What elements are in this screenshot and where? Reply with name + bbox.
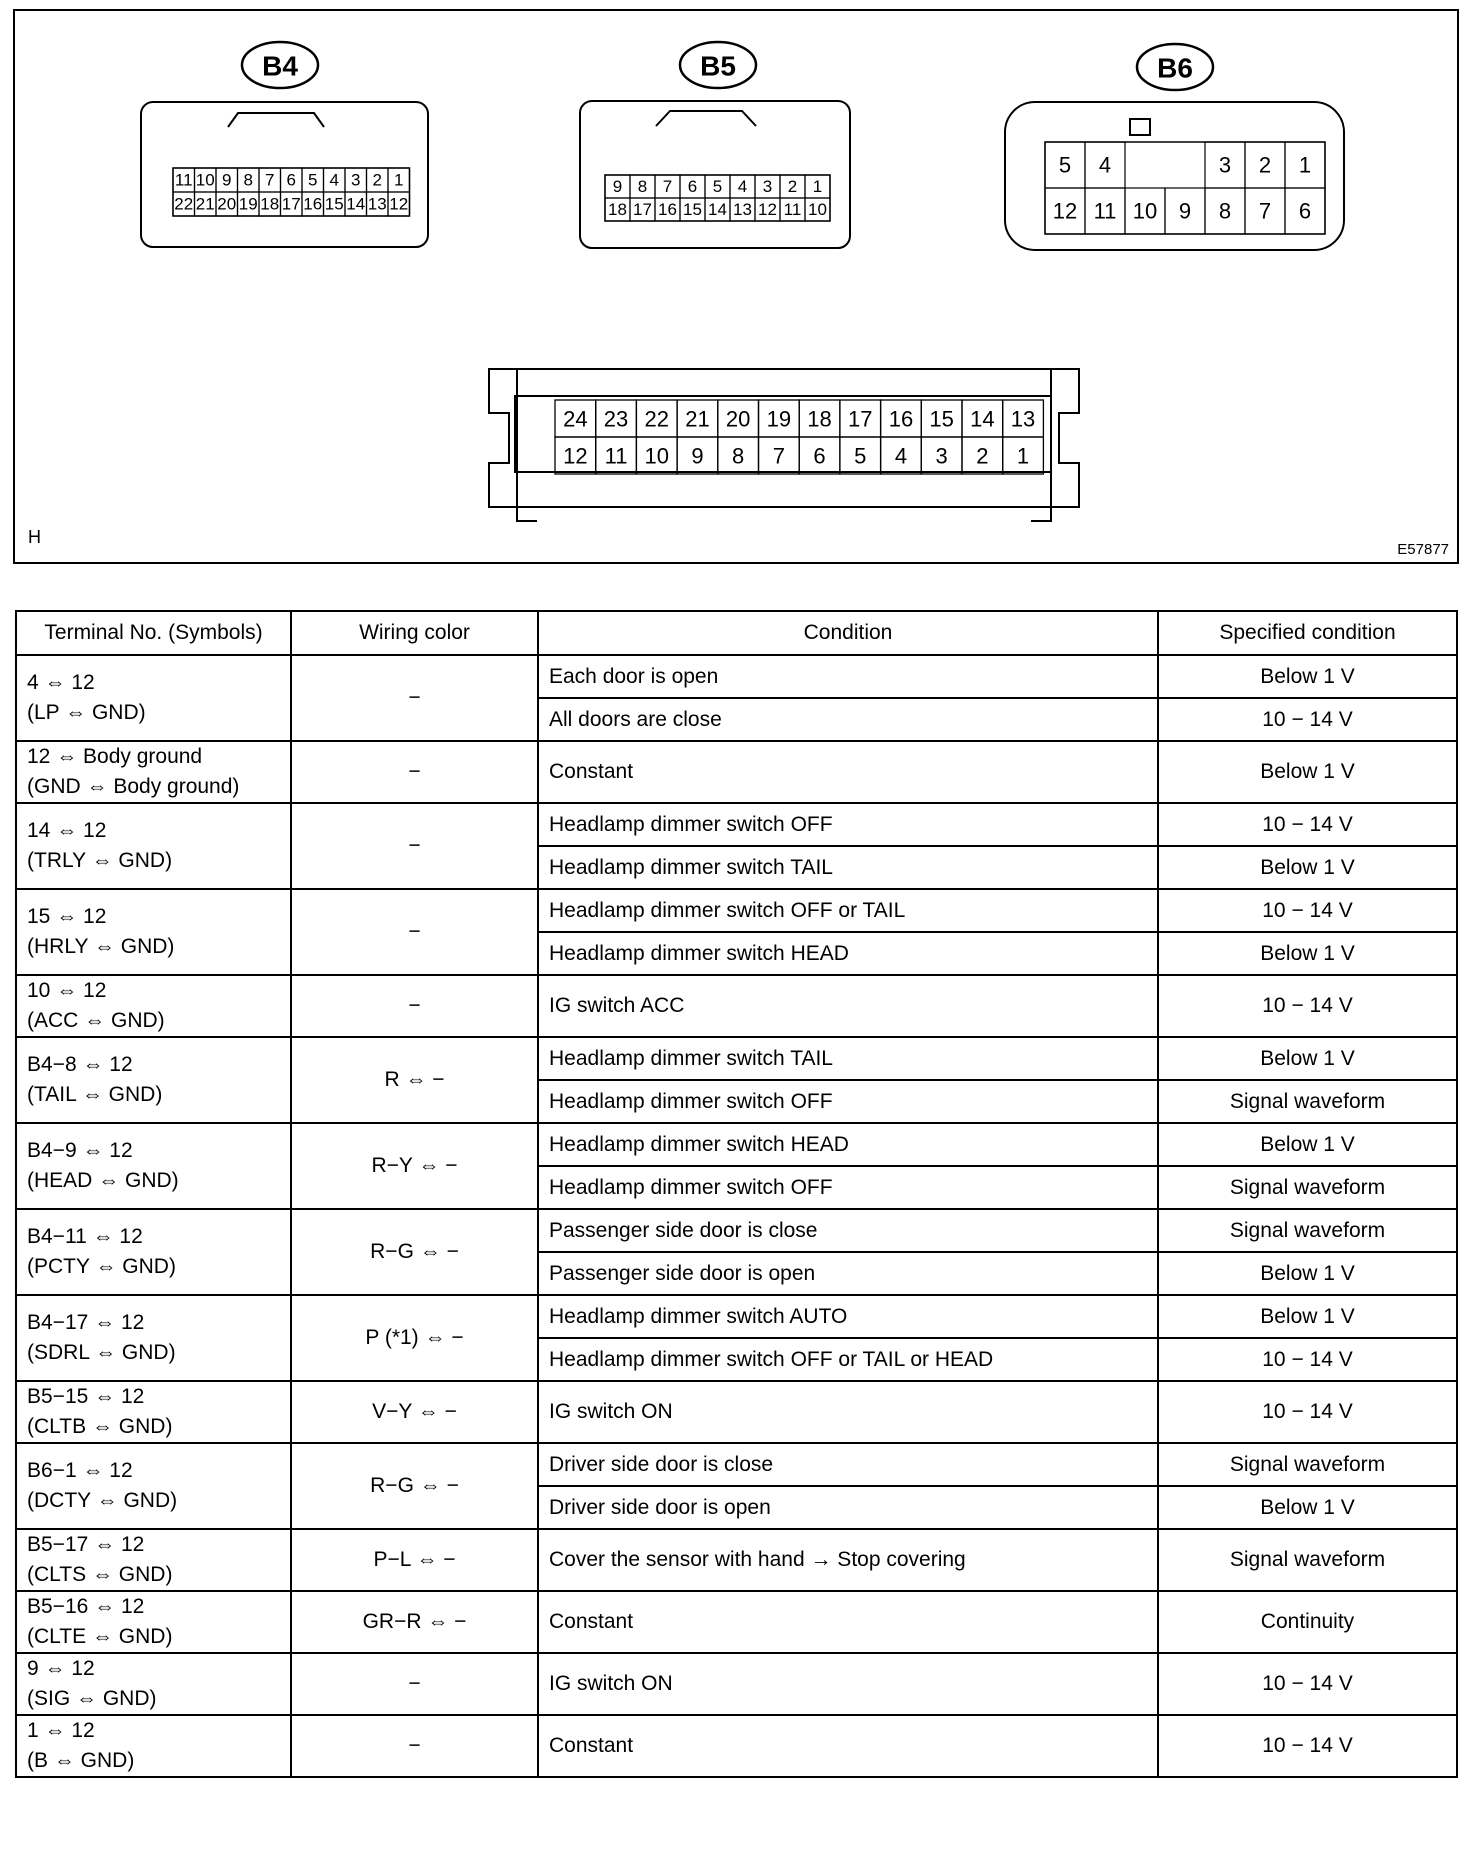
condition-cell: Constant bbox=[538, 1715, 1158, 1777]
terminal-symbols: (DCTY ⇔ GND) bbox=[27, 1489, 178, 1512]
pin-number: 2 bbox=[787, 177, 798, 196]
specified-condition-cell: Signal waveform bbox=[1158, 1529, 1457, 1591]
pin-number: 12 bbox=[563, 443, 588, 469]
terminal-cell bbox=[16, 1037, 291, 1123]
pin-number: 15 bbox=[929, 406, 954, 432]
terminal-cell bbox=[16, 889, 291, 975]
terminal-cell bbox=[16, 1381, 291, 1443]
pin-number: 20 bbox=[217, 194, 237, 214]
latch-b6 bbox=[1130, 119, 1150, 135]
pin-number: 3 bbox=[762, 177, 773, 196]
pin-number: 1 bbox=[1016, 443, 1030, 469]
specified-condition-cell: Signal waveform bbox=[1158, 1166, 1457, 1209]
pin-number: 4 bbox=[329, 170, 339, 190]
pin-number: 6 bbox=[286, 170, 296, 190]
terminal-symbols: (HEAD ⇔ GND) bbox=[27, 1169, 179, 1192]
specified-condition-cell: Signal waveform bbox=[1158, 1443, 1457, 1486]
condition-cell: Each door is open bbox=[538, 655, 1158, 698]
pin-number: 3 bbox=[1218, 152, 1232, 178]
pin-number: 6 bbox=[687, 177, 698, 196]
pin-number: 22 bbox=[174, 194, 194, 214]
table-row bbox=[16, 1209, 1457, 1252]
pin-number: 16 bbox=[303, 194, 323, 214]
specified-condition-cell: Continuity bbox=[1158, 1591, 1457, 1653]
specified-condition-cell: Below 1 V bbox=[1158, 655, 1457, 698]
terminal-cell bbox=[16, 1591, 291, 1653]
terminal-number: 12 ⇔ Body ground bbox=[27, 745, 203, 768]
pin-number: 8 bbox=[243, 170, 253, 190]
pin-number: 13 bbox=[1010, 406, 1036, 432]
pin-number: 2 bbox=[1258, 152, 1272, 178]
pin-number: 4 bbox=[894, 443, 908, 469]
connector-drawing bbox=[15, 11, 1461, 566]
specified-condition-cell: Below 1 V bbox=[1158, 741, 1457, 803]
ecu-connector-housing bbox=[489, 369, 1079, 507]
condition-cell: Cover the sensor with hand → Stop covering bbox=[538, 1529, 1158, 1591]
pin-number: 4 bbox=[1098, 152, 1112, 178]
terminal-number: B4−17 ⇔ 12 bbox=[27, 1311, 145, 1334]
terminal-cell bbox=[16, 1123, 291, 1209]
pin-number: 5 bbox=[1058, 152, 1072, 178]
condition-cell: Headlamp dimmer switch AUTO bbox=[538, 1295, 1158, 1338]
condition-cell: Constant bbox=[538, 1591, 1158, 1653]
pin-number: 7 bbox=[772, 443, 785, 469]
terminal-cell bbox=[16, 975, 291, 1037]
pin-number: 10 bbox=[644, 443, 669, 469]
pin-number: 14 bbox=[970, 406, 995, 432]
pin-number: 13 bbox=[367, 194, 387, 214]
table-row bbox=[16, 741, 1457, 803]
wiring-color-cell: V−Y ⇔ − bbox=[291, 1381, 538, 1443]
specified-condition-cell: 10 − 14 V bbox=[1158, 889, 1457, 932]
terminal-symbols: (ACC ⇔ GND) bbox=[27, 1009, 165, 1032]
latch-b4 bbox=[228, 113, 324, 127]
terminal-cell bbox=[16, 1715, 291, 1777]
wiring-color-cell: R−Y ⇔ − bbox=[291, 1123, 538, 1209]
terminal-cell bbox=[16, 1653, 291, 1715]
pin-number: 6 bbox=[813, 443, 826, 469]
wiring-color-cell: R−G ⇔ − bbox=[291, 1443, 538, 1529]
header-terminal: Terminal No. (Symbols) bbox=[16, 611, 291, 655]
table-row bbox=[16, 1123, 1457, 1166]
pin-number: 10 bbox=[1132, 198, 1158, 224]
pin-number: 7 bbox=[1258, 198, 1272, 224]
condition-cell: Headlamp dimmer switch TAIL bbox=[538, 1037, 1158, 1080]
wiring-color-cell: P−L ⇔ − bbox=[291, 1529, 538, 1591]
connector-label: B5 bbox=[700, 50, 736, 82]
table-row bbox=[16, 803, 1457, 846]
terminal-symbols: (PCTY ⇔ GND) bbox=[27, 1255, 176, 1278]
connector-label: B4 bbox=[262, 50, 298, 82]
specified-condition-cell: 10 − 14 V bbox=[1158, 1653, 1457, 1715]
pin-number: 11 bbox=[174, 170, 193, 190]
specified-condition-cell: Below 1 V bbox=[1158, 1486, 1457, 1529]
wiring-color-cell: − bbox=[291, 889, 538, 975]
terminal-number: B6−1 ⇔ 12 bbox=[27, 1459, 133, 1482]
pin-number: 1 bbox=[1298, 152, 1312, 178]
terminal-cell bbox=[16, 741, 291, 803]
table-row bbox=[16, 889, 1457, 932]
terminal-number: B5−16 ⇔ 12 bbox=[27, 1595, 145, 1618]
table-row bbox=[16, 1443, 1457, 1486]
condition-cell: Headlamp dimmer switch OFF bbox=[538, 1166, 1158, 1209]
table-row bbox=[16, 1295, 1457, 1338]
pin-number: 14 bbox=[708, 200, 727, 219]
connector-label: B6 bbox=[1157, 52, 1193, 84]
pin-number: 3 bbox=[935, 443, 948, 469]
terminal-symbols: (CLTB ⇔ GND) bbox=[27, 1415, 173, 1438]
wiring-color-cell: P (*1) ⇔ − bbox=[291, 1295, 538, 1381]
specified-condition-cell: Below 1 V bbox=[1158, 1252, 1457, 1295]
pin-number: 8 bbox=[637, 177, 648, 196]
terminal-symbols: (TAIL ⇔ GND) bbox=[27, 1083, 163, 1106]
condition-cell: Headlamp dimmer switch OFF bbox=[538, 803, 1158, 846]
pin-number: 18 bbox=[260, 194, 280, 214]
pin-number: 14 bbox=[346, 194, 366, 214]
figure-code: E57877 bbox=[1397, 541, 1449, 558]
table-row bbox=[16, 1591, 1457, 1653]
terminal-number: B5−17 ⇔ 12 bbox=[27, 1533, 145, 1556]
pin-number: 9 bbox=[222, 170, 232, 190]
terminal-spec-table bbox=[15, 610, 1458, 1778]
specified-condition-cell: 10 − 14 V bbox=[1158, 803, 1457, 846]
terminal-number: 10 ⇔ 12 bbox=[27, 979, 107, 1002]
pin-number: 2 bbox=[372, 170, 382, 190]
pin-number: 9 bbox=[612, 177, 623, 196]
header-specified-condition: Specified condition bbox=[1158, 611, 1457, 655]
condition-cell: Headlamp dimmer switch OFF bbox=[538, 1080, 1158, 1123]
pin-number: 8 bbox=[1218, 198, 1232, 224]
pin-number: 16 bbox=[658, 200, 677, 219]
table-row bbox=[16, 1381, 1457, 1443]
pin-number: 11 bbox=[604, 443, 628, 469]
specified-condition-cell: Signal waveform bbox=[1158, 1209, 1457, 1252]
terminal-number: B4−8 ⇔ 12 bbox=[27, 1053, 133, 1076]
terminal-number: 4 ⇔ 12 bbox=[27, 671, 95, 694]
terminal-symbols: (HRLY ⇔ GND) bbox=[27, 935, 175, 958]
pin-number: 17 bbox=[848, 406, 873, 432]
pin-number: 18 bbox=[807, 406, 832, 432]
wiring-color-cell: R−G ⇔ − bbox=[291, 1209, 538, 1295]
condition-cell: IG switch ON bbox=[538, 1381, 1158, 1443]
pin-number: 23 bbox=[603, 406, 629, 432]
wiring-color-cell: − bbox=[291, 803, 538, 889]
pin-number: 10 bbox=[808, 200, 827, 219]
terminal-cell bbox=[16, 1295, 291, 1381]
connector-housing-b6 bbox=[1005, 102, 1344, 250]
terminal-number: B5−15 ⇔ 12 bbox=[27, 1385, 145, 1408]
wiring-color-cell: − bbox=[291, 1653, 538, 1715]
pin-number: 19 bbox=[766, 406, 792, 432]
table-row bbox=[16, 1715, 1457, 1777]
table-row bbox=[16, 975, 1457, 1037]
terminal-number: 14 ⇔ 12 bbox=[27, 819, 107, 842]
connector-diagram bbox=[13, 9, 1459, 564]
pin-number: 4 bbox=[737, 177, 748, 196]
wiring-color-cell: R ⇔ − bbox=[291, 1037, 538, 1123]
terminal-number: B4−11 ⇔ 12 bbox=[27, 1225, 143, 1248]
pin-number: 21 bbox=[195, 194, 215, 214]
pin-number: 7 bbox=[662, 177, 673, 196]
specified-condition-cell: Below 1 V bbox=[1158, 1037, 1457, 1080]
condition-cell: Headlamp dimmer switch HEAD bbox=[538, 1123, 1158, 1166]
diagram-corner-label: H bbox=[28, 527, 41, 547]
pin-number: 3 bbox=[351, 170, 361, 190]
pin-number: 8 bbox=[732, 443, 745, 469]
wiring-color-cell: − bbox=[291, 1715, 538, 1777]
pin-number: 7 bbox=[265, 170, 275, 190]
condition-cell: Driver side door is close bbox=[538, 1443, 1158, 1486]
pin-number: 2 bbox=[976, 443, 989, 469]
pin-number: 17 bbox=[633, 200, 652, 219]
specified-condition-cell: Below 1 V bbox=[1158, 846, 1457, 889]
pin-number: 21 bbox=[685, 406, 710, 432]
terminal-number: 1 ⇔ 12 bbox=[27, 1719, 95, 1742]
condition-cell: Driver side door is open bbox=[538, 1486, 1158, 1529]
specified-condition-cell: 10 − 14 V bbox=[1158, 698, 1457, 741]
pin-number: 20 bbox=[725, 406, 751, 432]
condition-cell: All doors are close bbox=[538, 698, 1158, 741]
terminal-number: B4−9 ⇔ 12 bbox=[27, 1139, 133, 1162]
pin-number: 11 bbox=[783, 200, 802, 219]
condition-cell: IG switch ON bbox=[538, 1653, 1158, 1715]
specified-condition-cell: Below 1 V bbox=[1158, 1295, 1457, 1338]
pin-number: 12 bbox=[1052, 198, 1078, 224]
condition-cell: Passenger side door is close bbox=[538, 1209, 1158, 1252]
pin-number: 16 bbox=[888, 406, 914, 432]
terminal-number: 15 ⇔ 12 bbox=[27, 905, 107, 928]
specified-condition-cell: Signal waveform bbox=[1158, 1080, 1457, 1123]
pin-number: 24 bbox=[563, 406, 588, 432]
pin-number: 6 bbox=[1298, 198, 1312, 224]
wiring-color-cell: − bbox=[291, 975, 538, 1037]
pin-number: 1 bbox=[812, 177, 823, 196]
condition-cell: Headlamp dimmer switch HEAD bbox=[538, 932, 1158, 975]
terminal-cell bbox=[16, 1443, 291, 1529]
pin-number: 15 bbox=[683, 200, 702, 219]
terminal-symbols: (SDRL ⇔ GND) bbox=[27, 1341, 176, 1364]
pin-number: 19 bbox=[238, 194, 258, 214]
pin-number: 15 bbox=[324, 194, 344, 214]
table-header-row bbox=[16, 611, 1457, 655]
pin-number: 1 bbox=[394, 170, 404, 190]
pin-number: 12 bbox=[389, 194, 409, 214]
header-wiring-color: Wiring color bbox=[291, 611, 538, 655]
pin-number: 5 bbox=[854, 443, 867, 469]
table-row bbox=[16, 1037, 1457, 1080]
terminal-symbols: (CLTE ⇔ GND) bbox=[27, 1625, 173, 1648]
pin-number: 18 bbox=[608, 200, 627, 219]
specified-condition-cell: Below 1 V bbox=[1158, 932, 1457, 975]
condition-cell: Headlamp dimmer switch OFF or TAIL bbox=[538, 889, 1158, 932]
terminal-symbols: (GND ⇔ Body ground) bbox=[27, 775, 240, 798]
terminal-cell bbox=[16, 655, 291, 741]
condition-cell: Constant bbox=[538, 741, 1158, 803]
terminal-cell bbox=[16, 1209, 291, 1295]
specified-condition-cell: Below 1 V bbox=[1158, 1123, 1457, 1166]
pin-number: 12 bbox=[758, 200, 777, 219]
specified-condition-cell: 10 − 14 V bbox=[1158, 1715, 1457, 1777]
table-row bbox=[16, 655, 1457, 698]
terminal-number: 9 ⇔ 12 bbox=[27, 1657, 95, 1680]
pin-number: 13 bbox=[733, 200, 752, 219]
specified-condition-cell: 10 − 14 V bbox=[1158, 1381, 1457, 1443]
terminal-symbols: (LP ⇔ GND) bbox=[27, 701, 146, 724]
condition-cell: Headlamp dimmer switch OFF or TAIL or HEAD bbox=[538, 1338, 1158, 1381]
terminal-symbols: (TRLY ⇔ GND) bbox=[27, 849, 173, 872]
condition-cell: Passenger side door is open bbox=[538, 1252, 1158, 1295]
terminal-cell bbox=[16, 803, 291, 889]
pin-number: 22 bbox=[644, 406, 669, 432]
pin-number: 5 bbox=[712, 177, 723, 196]
pin-number: 9 bbox=[1178, 198, 1192, 224]
terminal-symbols: (CLTS ⇔ GND) bbox=[27, 1563, 173, 1586]
condition-cell: Headlamp dimmer switch TAIL bbox=[538, 846, 1158, 889]
pin-number: 11 bbox=[1093, 198, 1117, 224]
table-row bbox=[16, 1653, 1457, 1715]
wiring-color-cell: − bbox=[291, 741, 538, 803]
pin-number: 5 bbox=[308, 170, 318, 190]
specified-condition-cell: 10 − 14 V bbox=[1158, 975, 1457, 1037]
terminal-symbols: (SIG ⇔ GND) bbox=[27, 1687, 157, 1710]
latch-b5 bbox=[656, 111, 756, 126]
terminal-symbols: (B ⇔ GND) bbox=[27, 1749, 135, 1772]
pin-number: 9 bbox=[691, 443, 704, 469]
terminal-cell bbox=[16, 1529, 291, 1591]
header-condition: Condition bbox=[538, 611, 1158, 655]
pin-number: 17 bbox=[281, 194, 301, 214]
condition-cell: IG switch ACC bbox=[538, 975, 1158, 1037]
wiring-color-cell: − bbox=[291, 655, 538, 741]
wiring-color-cell: GR−R ⇔ − bbox=[291, 1591, 538, 1653]
specified-condition-cell: 10 − 14 V bbox=[1158, 1338, 1457, 1381]
pin-number: 10 bbox=[195, 170, 215, 190]
table-row bbox=[16, 1529, 1457, 1591]
